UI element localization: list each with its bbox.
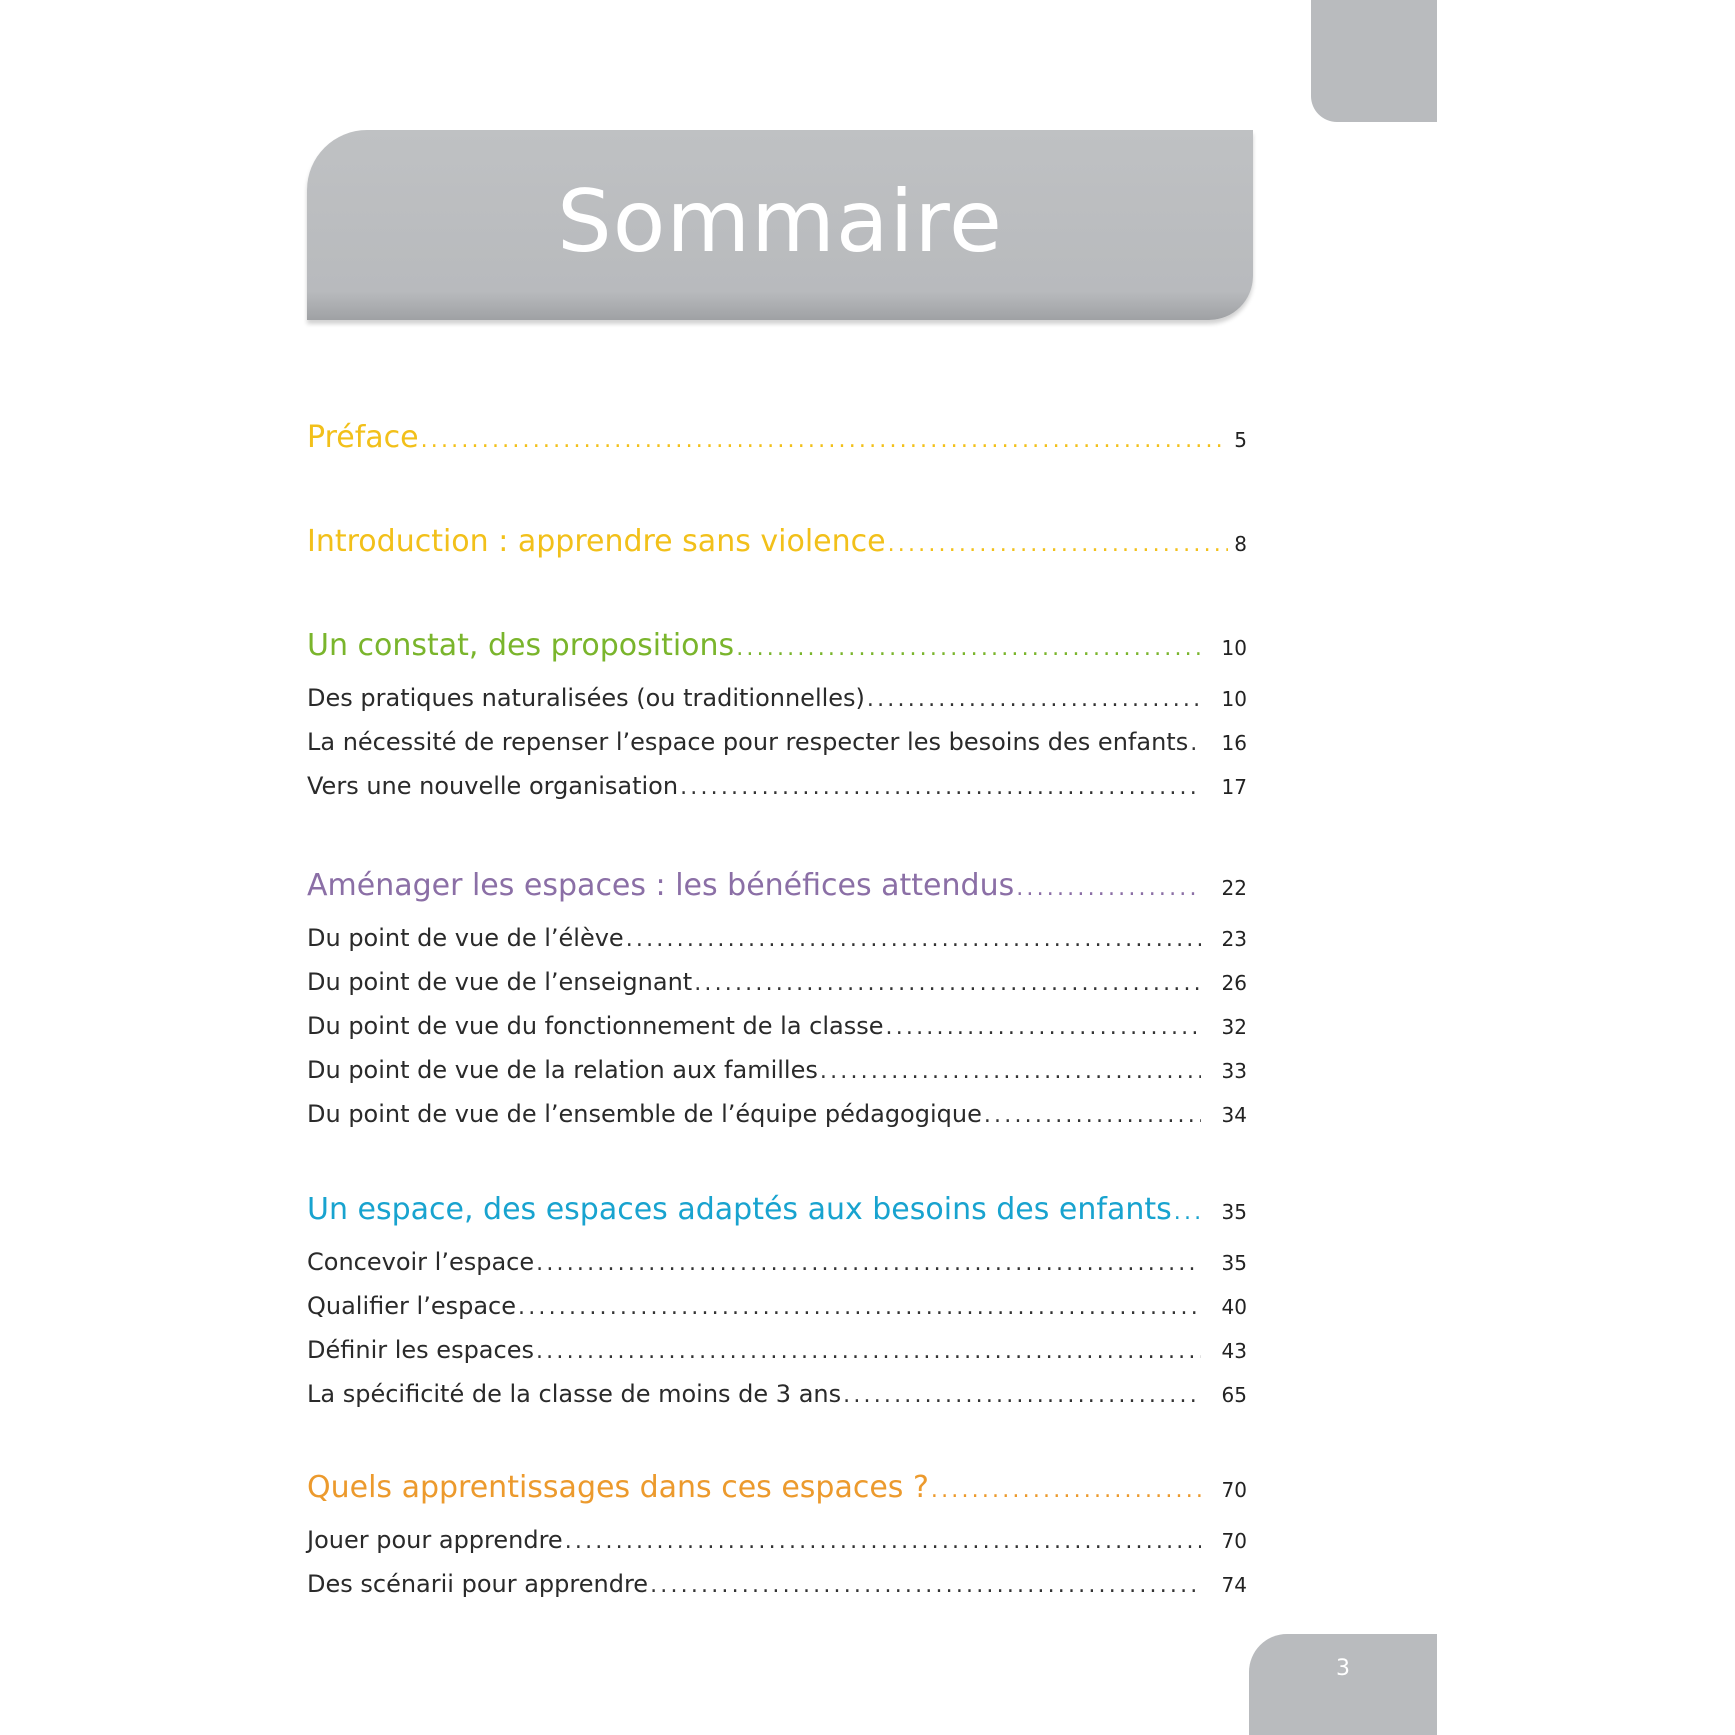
dot-leader bbox=[680, 775, 1201, 800]
toc-heading-label: Un constat, des propositions bbox=[307, 628, 735, 663]
dot-leader bbox=[650, 1573, 1201, 1598]
toc-item[interactable] bbox=[307, 1570, 1247, 1614]
toc-item[interactable] bbox=[307, 968, 1247, 1012]
toc-item-label: La nécessité de repenser l’espace pour respecter les besoins des enfants bbox=[307, 728, 1189, 756]
toc-page-number: 22 bbox=[1221, 876, 1247, 900]
dot-leader bbox=[843, 1383, 1201, 1408]
dot-leader bbox=[565, 1529, 1201, 1554]
dot-leader bbox=[536, 1251, 1201, 1276]
toc-item-label: Vers une nouvelle organisation bbox=[307, 772, 679, 800]
toc-item-label: Du point de vue de la relation aux familles bbox=[307, 1056, 818, 1084]
dot-leader bbox=[1016, 876, 1201, 901]
toc-page-number: 32 bbox=[1221, 1015, 1247, 1039]
toc-heading-label: Préface bbox=[307, 420, 419, 455]
toc-item-label: Du point de vue du fonctionnement de la classe bbox=[307, 1012, 884, 1040]
toc-item-label: Définir les espaces bbox=[307, 1336, 534, 1364]
toc-item-label: Concevoir l’espace bbox=[307, 1248, 535, 1276]
toc-item[interactable] bbox=[307, 1336, 1247, 1380]
dot-leader bbox=[931, 1478, 1201, 1503]
toc-entry-preface[interactable] bbox=[307, 420, 1247, 468]
toc-heading-label: Quels apprentissages dans ces espaces ? bbox=[307, 1470, 929, 1505]
page-number: 3 bbox=[1336, 1656, 1350, 1681]
toc-page-number: 40 bbox=[1221, 1295, 1247, 1319]
toc-item[interactable] bbox=[307, 1292, 1247, 1336]
toc-section-espace[interactable] bbox=[307, 1192, 1247, 1240]
toc-item-label: Des scénarii pour apprendre bbox=[307, 1570, 649, 1598]
toc-page-number: 23 bbox=[1221, 927, 1247, 951]
toc-page-number: 35 bbox=[1221, 1251, 1247, 1275]
dot-leader bbox=[694, 971, 1201, 996]
table-of-contents bbox=[307, 420, 1247, 1614]
toc-page-number: 43 bbox=[1221, 1339, 1247, 1363]
toc-page-number: 17 bbox=[1221, 775, 1247, 799]
dot-leader bbox=[1174, 1200, 1201, 1225]
toc-heading-label: Aménager les espaces : les bénéfices attendus bbox=[307, 868, 1015, 903]
toc-page-number: 65 bbox=[1221, 1383, 1247, 1407]
page-title: Sommaire bbox=[557, 172, 1003, 272]
toc-section-apprentissages[interactable] bbox=[307, 1470, 1247, 1518]
dot-leader bbox=[1190, 731, 1201, 756]
toc-item-label: Du point de vue de l’élève bbox=[307, 924, 624, 952]
toc-item[interactable] bbox=[307, 1248, 1247, 1292]
dot-leader bbox=[888, 532, 1229, 557]
toc-item[interactable] bbox=[307, 772, 1247, 816]
toc-page-number: 16 bbox=[1221, 731, 1247, 755]
toc-page-number: 33 bbox=[1221, 1059, 1247, 1083]
toc-item[interactable] bbox=[307, 728, 1247, 772]
toc-page-number: 74 bbox=[1221, 1573, 1247, 1597]
toc-item[interactable] bbox=[307, 1380, 1247, 1424]
dot-leader bbox=[886, 1015, 1201, 1040]
toc-item-label: La spécificité de la classe de moins de 3 ans bbox=[307, 1380, 842, 1408]
toc-item-label: Du point de vue de l’enseignant bbox=[307, 968, 693, 996]
toc-page-number: 8 bbox=[1234, 532, 1247, 556]
dot-leader bbox=[536, 1339, 1201, 1364]
toc-page-number: 70 bbox=[1221, 1478, 1247, 1502]
dot-leader bbox=[518, 1295, 1201, 1320]
toc-item-label: Des pratiques naturalisées (ou traditionnelles) bbox=[307, 684, 865, 712]
toc-page-number: 35 bbox=[1221, 1200, 1247, 1224]
toc-page-number: 10 bbox=[1221, 687, 1247, 711]
title-banner bbox=[307, 130, 1253, 320]
toc-item-label: Qualifier l’espace bbox=[307, 1292, 516, 1320]
toc-page-number: 10 bbox=[1221, 636, 1247, 660]
toc-page-number: 70 bbox=[1221, 1529, 1247, 1553]
toc-section-amenager[interactable] bbox=[307, 868, 1247, 916]
corner-tab-bottom bbox=[1249, 1634, 1437, 1735]
dot-leader bbox=[820, 1059, 1201, 1084]
toc-entry-introduction[interactable] bbox=[307, 524, 1247, 572]
toc-page-number: 26 bbox=[1221, 971, 1247, 995]
toc-item[interactable] bbox=[307, 684, 1247, 728]
dot-leader bbox=[984, 1103, 1201, 1128]
toc-item[interactable] bbox=[307, 1526, 1247, 1570]
toc-item-label: Du point de vue de l’ensemble de l’équipe pédagogique bbox=[307, 1100, 982, 1128]
dot-leader bbox=[626, 927, 1201, 952]
dot-leader bbox=[421, 428, 1229, 453]
toc-item-label: Jouer pour apprendre bbox=[307, 1526, 563, 1554]
corner-tab-top bbox=[1311, 0, 1437, 122]
dot-leader bbox=[736, 636, 1201, 661]
toc-heading-label: Un espace, des espaces adaptés aux besoins des enfants bbox=[307, 1192, 1172, 1227]
toc-section-constat[interactable] bbox=[307, 628, 1247, 676]
dot-leader bbox=[867, 687, 1201, 712]
toc-item[interactable] bbox=[307, 1100, 1247, 1144]
toc-heading-label: Introduction : apprendre sans violence bbox=[307, 524, 886, 559]
toc-item[interactable] bbox=[307, 924, 1247, 968]
toc-item[interactable] bbox=[307, 1012, 1247, 1056]
toc-page-number: 5 bbox=[1234, 428, 1247, 452]
toc-item[interactable] bbox=[307, 1056, 1247, 1100]
toc-page-number: 34 bbox=[1221, 1103, 1247, 1127]
